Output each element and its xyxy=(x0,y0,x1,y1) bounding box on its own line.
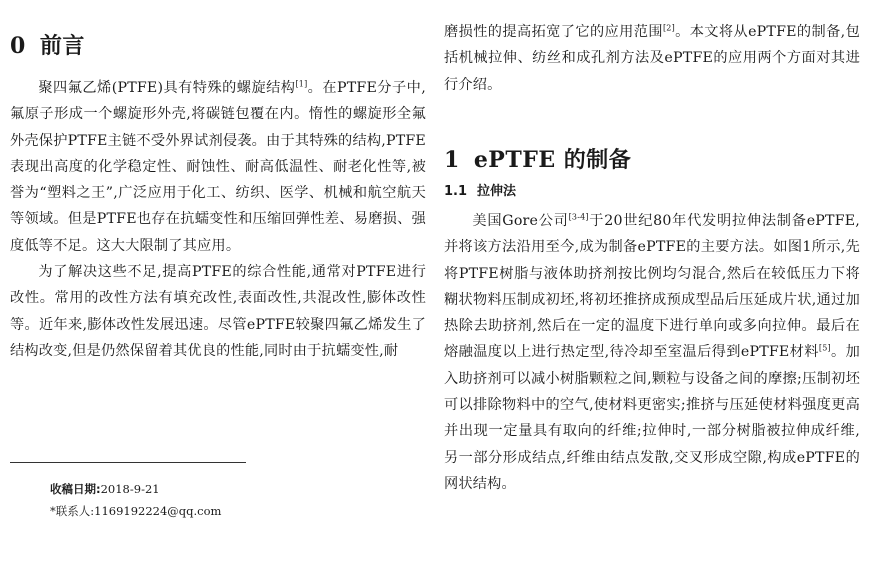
section-heading-preparation xyxy=(444,146,631,174)
citation-2: [2] xyxy=(662,23,675,33)
intro-body xyxy=(10,75,426,364)
footnote-divider xyxy=(10,462,246,463)
section-title: 前言 xyxy=(39,33,85,59)
stretching-paragraph: 美国Gore公司[3-4]于20世纪80年代发明拉伸法制备ePTFE,并将该方法沿用至今,成为制备ePTFE的主要方法。如图1所示,先将PTFE树脂与液体助挤剂按比例均匀混合,然后在较低压力下将糊状物料压制成初坯,将初坯推挤成预成型品后压延成片状,通过加热除去助挤剂,然后在一定的温度下进行单向或多向拉伸。最后在熔融温度以上进行热定型,待冷却至室温后得到ePTFE材料[5]。加入助挤剂可以减小树脂颗粒之间,颗粒与设备之间的摩擦;压制初坯可以排除物料中的空气,使材料更密实;推挤与压延使材料强度更高并出现一定量具有取向的纤维;拉伸时,一部分树脂被拉伸成纤维,另一部分形成结点,纤维由结点发散,交叉形成空隙,构成ePTFE的网状结构。 xyxy=(444,212,861,492)
section-title: ePTFE 的制备 xyxy=(473,147,632,173)
citation-1: [1] xyxy=(295,79,308,89)
citation-5: [5] xyxy=(818,343,831,353)
citation-3-4: [3-4] xyxy=(568,212,589,222)
intro-paragraph-2: 为了解决这些不足,提高PTFE的综合性能,通常对PTFE进行改性。常用的改性方法有填充改性,表面改性,共混改性,膨体改性等。近年来,膨体改性发展迅速。尽管ePTFE较聚四氟乙烯发生了结构改变,但是仍然保留着其优良的性能,同时由于抗蠕变性,耐 xyxy=(10,264,426,359)
section-number: 1 xyxy=(444,147,460,173)
received-date-note: 收稿日期:2018-9-21 xyxy=(50,482,160,496)
continued-paragraph: 磨损性的提高拓宽了它的应用范围[2]。本文将从ePTFE的制备,包括机械拉伸、纺丝和成孔剂方法及ePTFE的应用两个方面对其进行介绍。 xyxy=(444,23,860,93)
subsection-title: 拉伸法 xyxy=(477,184,517,199)
subsection-heading-stretching xyxy=(444,183,516,201)
footnotes xyxy=(50,478,221,522)
intro-paragraph-1: 聚四氟乙烯(PTFE)具有特殊的螺旋结构[1]。在PTFE分子中,氟原子形成一个螺旋形外壳,将碳链包覆在内。惰性的螺旋形全氟外壳保护PTFE主链不受外界试剂侵袭。由于其特殊的结构,PTFE表现出高度的化学稳定性、耐蚀性、耐高低温性、耐老化性等,被誉为“塑料之王”,广泛应用于化工、纺织、医学、机械和航空航天等领域。但是PTFE也存在抗蠕变性和压缩回弹性差、易磨损、强度低等不足。这大大限制了其应用。 xyxy=(10,79,426,254)
section-heading-intro xyxy=(10,32,85,60)
subsection-number: 1.1 xyxy=(444,184,468,199)
section-number: 0 xyxy=(10,33,26,59)
contact-note: *联系人:1169192224@qq.com xyxy=(50,504,222,518)
